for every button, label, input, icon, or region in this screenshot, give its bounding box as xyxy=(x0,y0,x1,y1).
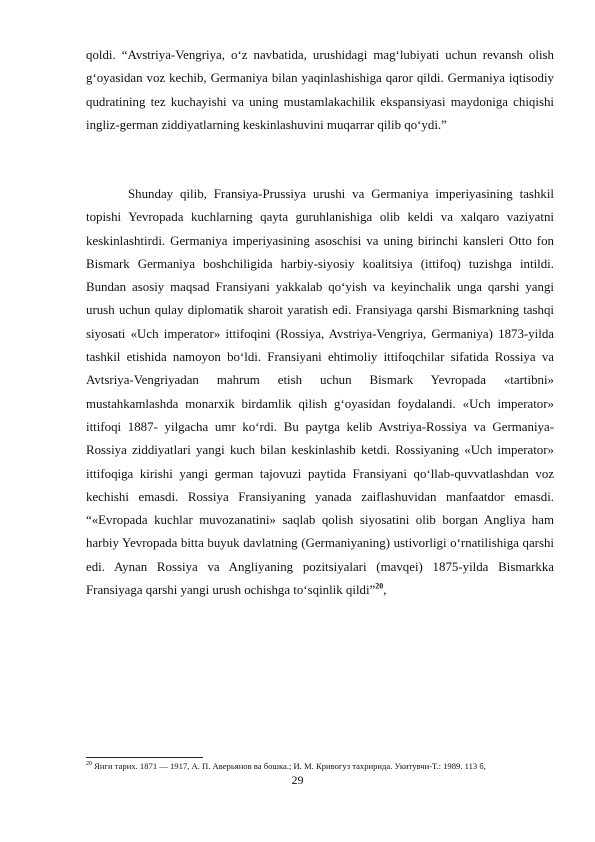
paragraph-text: qoldi. “Avstriya-Vengriya, o‘z navbatida, urushidagi mag‘lubiyati uchun revansh olish g‘oyasidan voz kechib, Germaniya bilan yaqinlashishiga qaror qildi. Germaniya iqtisodiy qudratining tez kuchayishi va uning mustamlakachilik ekspansiyasi maydoniga chiqishi ingliz-german ziddiyatlarning keskinlashuvini muqarrar qilib qo‘ydi.” xyxy=(86,48,554,132)
footnote xyxy=(86,761,566,772)
paragraph-body xyxy=(86,183,554,602)
page-number: 29 xyxy=(291,773,304,787)
paragraph-text: Shunday qilib, Fransiya-Prussiya urushi va Germaniya imperiyasining tashkil topishi Yevropada kuchlarning qayta guruhlanishiga olib keldi va xalqaro vaziyatni keskinlashtirdi. Germaniya imperiyasining asoschisi va uning birinchi kansleri Otto fon Bismark Germaniya boshchiligida harbiy-siyosiy koalitsiya (ittifoq) tuzishga intildi. Bundan asosiy maqsad Fransiyani yakkalab qo‘yish va keyinchalik unga qarshi yangi urush uchun qulay diplomatik sharoit yaratish edi. Fransiyaga qarshi Bismarkning tashqi siyosati «Uch imperator» ittifoqini (Rossiya, Avstriya-Vengriya, Germaniya) 1873-yilda tashkil etishida namoyon bo‘ldi. Fransiyani ehtimoliy ittifoqchilar sifatida Rossiya va Avtsriya-Vengriyadan mahrum etish uchun Bismark Yevropada «tartibni» mustahkamlashda monarxik birdamlik qilish g‘oyasidan foydalandi. «Uch imperator» ittifoqi 1887- yilgacha umr ko‘rdi. Bu paytga kelib Avstriya-Rossiya va Germaniya-Rossiya ziddiyatlari yangi kuch bilan keskinlashib ketdi. Rossiyaning «Uch imperator» ittifoqiga kirishi yangi german tajovuzi paytida Fransiyani qo‘llab-quvvatlashdan voz kechishi emasdi. Rossiya Fransiyaning yanada zaiflashuvidan manfaatdor emasdi. “«Evropada kuchlar muvozanatini» saqlab qolish siyosatini olib borgan Angliya ham harbiy Yevropada bitta buyuk davlatning (Germaniyaning) ustivorligi o‘rnatilishiga qarshi edi. Aynan Rossiya va Angliyaning pozitsiyalari (mavqei) 1875-yilda Bismarkka Fransiyaga qarshi yangi urush ochishga to‘sqinlik qildi” xyxy=(86,187,554,598)
paragraph-continuation xyxy=(86,44,554,137)
footnote-number: 20 xyxy=(86,761,92,768)
footnote-divider xyxy=(86,757,203,758)
footnote-text: Янги тарих. 1871 — 1917, А. П. Аверьянов ва бошка.; И. М. Кривогуз тахририда. Укитувчи-Т.: 1989. 113 б, xyxy=(94,761,486,771)
paragraph-tail: , xyxy=(383,583,387,598)
footnote-reference[interactable]: 20 xyxy=(375,581,384,591)
